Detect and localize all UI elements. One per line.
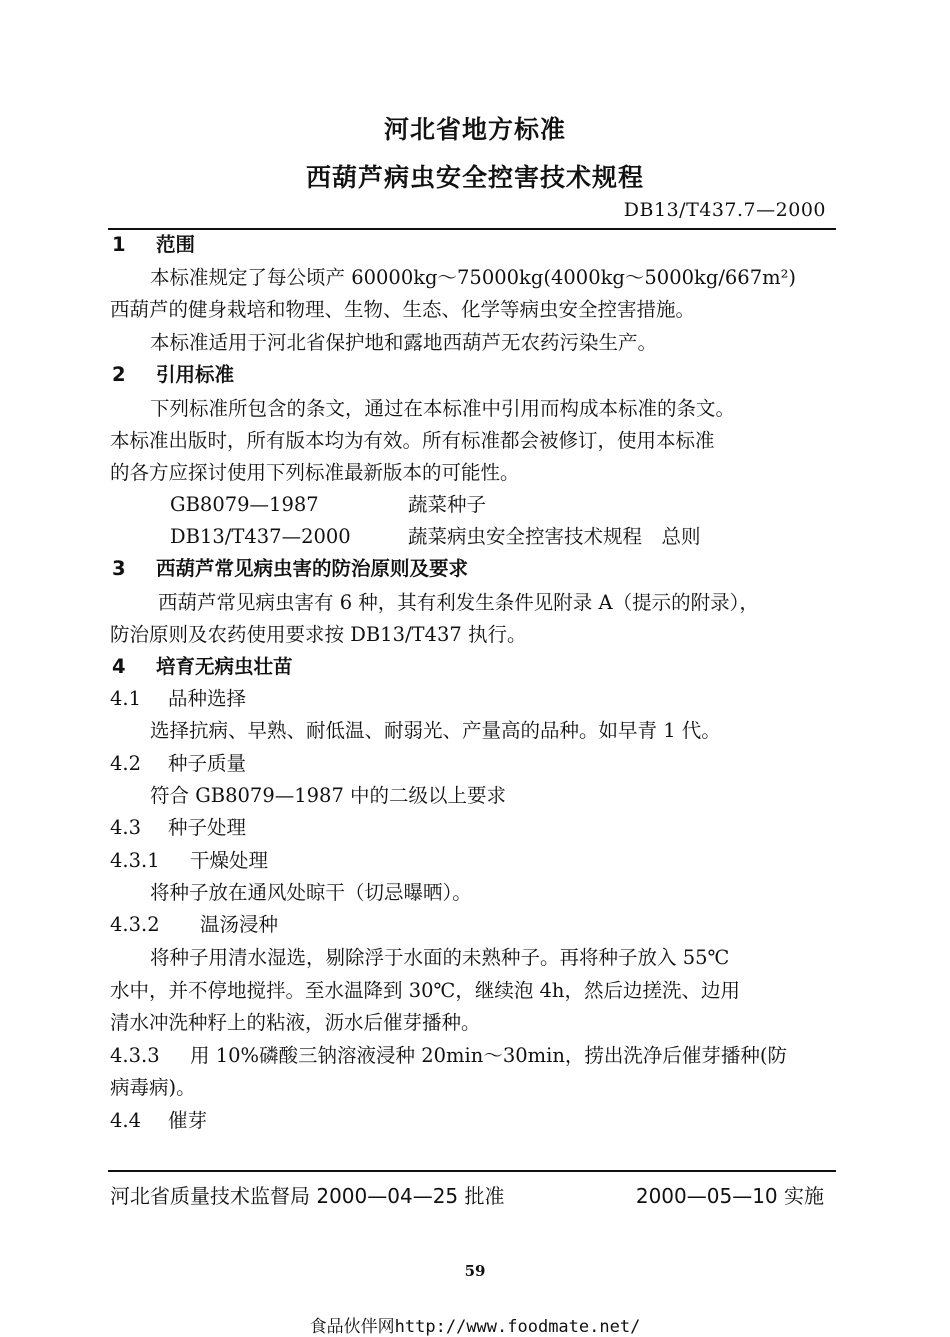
paragraph-line: 病毒病)。 <box>110 1076 196 1099</box>
subsection-number: 4.4 <box>110 1109 142 1132</box>
subsection-number: 4.3.2 <box>110 913 160 936</box>
reference-code: GB8079—1987 <box>170 493 319 516</box>
reference-code: DB13/T437—2000 <box>170 525 351 548</box>
approval-text: 河北省质量技术监督局 2000—04—25 批准 <box>110 1184 505 1208</box>
subsection-number: 4.1 <box>110 687 142 710</box>
subsection-title: 干燥处理 <box>190 849 269 872</box>
subsection-4-3-3 <box>110 1043 787 1069</box>
paragraph-line: 清水冲洗种籽上的粘液，沥水后催芽播种。 <box>110 1011 481 1034</box>
subsection-title: 种子质量 <box>168 752 247 775</box>
section-number: 4 <box>112 655 126 678</box>
reference-name: 蔬菜病虫安全控害技术规程 总则 <box>408 525 701 548</box>
subsection-number: 4.3 <box>110 816 142 839</box>
subsection-4-3-heading <box>110 815 246 841</box>
paragraph-line: 西葫芦常见病虫害有 6 种，其有利发生条件见附录 A（提示的附录）， <box>158 591 759 614</box>
section-title: 西葫芦常见病虫害的防治原则及要求 <box>156 557 469 580</box>
paragraph-line: 本标准出版时，所有版本均为有效。所有标准都会被修订，使用本标准 <box>110 429 715 452</box>
section-number: 1 <box>112 233 126 256</box>
section-1-heading <box>112 232 195 258</box>
section-2-heading <box>112 362 234 388</box>
subsection-4-2-heading <box>110 751 246 777</box>
subsection-title: 催芽 <box>168 1109 208 1132</box>
page-number: 59 <box>464 1262 486 1280</box>
subsection-4-3-2-heading <box>110 912 278 938</box>
section-number: 2 <box>112 363 126 386</box>
document-title-line1: 河北省地方标准 <box>383 115 566 144</box>
subsection-title: 品种选择 <box>168 687 247 710</box>
section-number: 3 <box>112 557 126 580</box>
source-watermark: 食品伙伴网http://www.foodmate.net/ <box>309 1317 641 1337</box>
subsection-number: 4.2 <box>110 752 142 775</box>
paragraph-line: 的各方应探讨使用下列标准最新版本的可能性。 <box>110 461 520 484</box>
paragraph-line: 本标准适用于河北省保护地和露地西葫芦无农药污染生产。 <box>150 331 658 354</box>
paragraph-line: 将种子用清水湿选，剔除浮于水面的未熟种子。再将种子放入 55℃ <box>150 946 730 969</box>
paragraph-line: 水中，并不停地搅拌。至水温降到 30℃，继续泡 4h，然后边搓洗、边用 <box>110 979 740 1002</box>
section-4-heading <box>112 654 293 680</box>
header-divider <box>108 228 836 230</box>
subsection-4-1-heading <box>110 686 246 712</box>
reference-name: 蔬菜种子 <box>408 493 487 516</box>
subsection-title: 温汤浸种 <box>200 913 279 936</box>
implementation-text: 2000—05—10 实施 <box>635 1184 824 1208</box>
paragraph-line: 选择抗病、早熟、耐低温、耐弱光、产量高的品种。如早青 1 代。 <box>150 719 721 742</box>
paragraph-line: 用 10%磷酸三钠溶液浸种 20min～30min，捞出洗净后催芽播种(防 <box>190 1044 788 1067</box>
section-title: 范围 <box>156 233 196 256</box>
paragraph-line: 下列标准所包含的条文，通过在本标准中引用而构成本标准的条文。 <box>150 397 736 420</box>
paragraph-line: 符合 GB8079—1987 中的二级以上要求 <box>150 784 507 807</box>
subsection-4-3-1-heading <box>110 848 268 874</box>
paragraph-line: 西葫芦的健身栽培和物理、生物、生态、化学等病虫安全控害措施。 <box>110 298 696 321</box>
section-title: 引用标准 <box>156 363 235 386</box>
paragraph-line: 将种子放在通风处晾干（切忌曝晒）。 <box>150 881 472 904</box>
section-3-heading <box>112 556 468 582</box>
document-title-line2: 西葫芦病虫安全控害技术规程 <box>305 163 644 192</box>
subsection-title: 种子处理 <box>168 816 247 839</box>
standard-code: DB13/T437.7—2000 <box>623 199 826 221</box>
subsection-4-4-heading <box>110 1108 207 1134</box>
section-title: 培育无病虫壮苗 <box>156 655 293 678</box>
paragraph-line: 防治原则及农药使用要求按 DB13/T437 执行。 <box>110 623 527 646</box>
paragraph-line: 本标准规定了每公顷产 60000kg～75000kg(4000kg～5000kg/667m²) <box>150 266 797 289</box>
subsection-number: 4.3.1 <box>110 849 160 872</box>
subsection-number: 4.3.3 <box>110 1044 160 1067</box>
footer-divider <box>108 1170 836 1172</box>
